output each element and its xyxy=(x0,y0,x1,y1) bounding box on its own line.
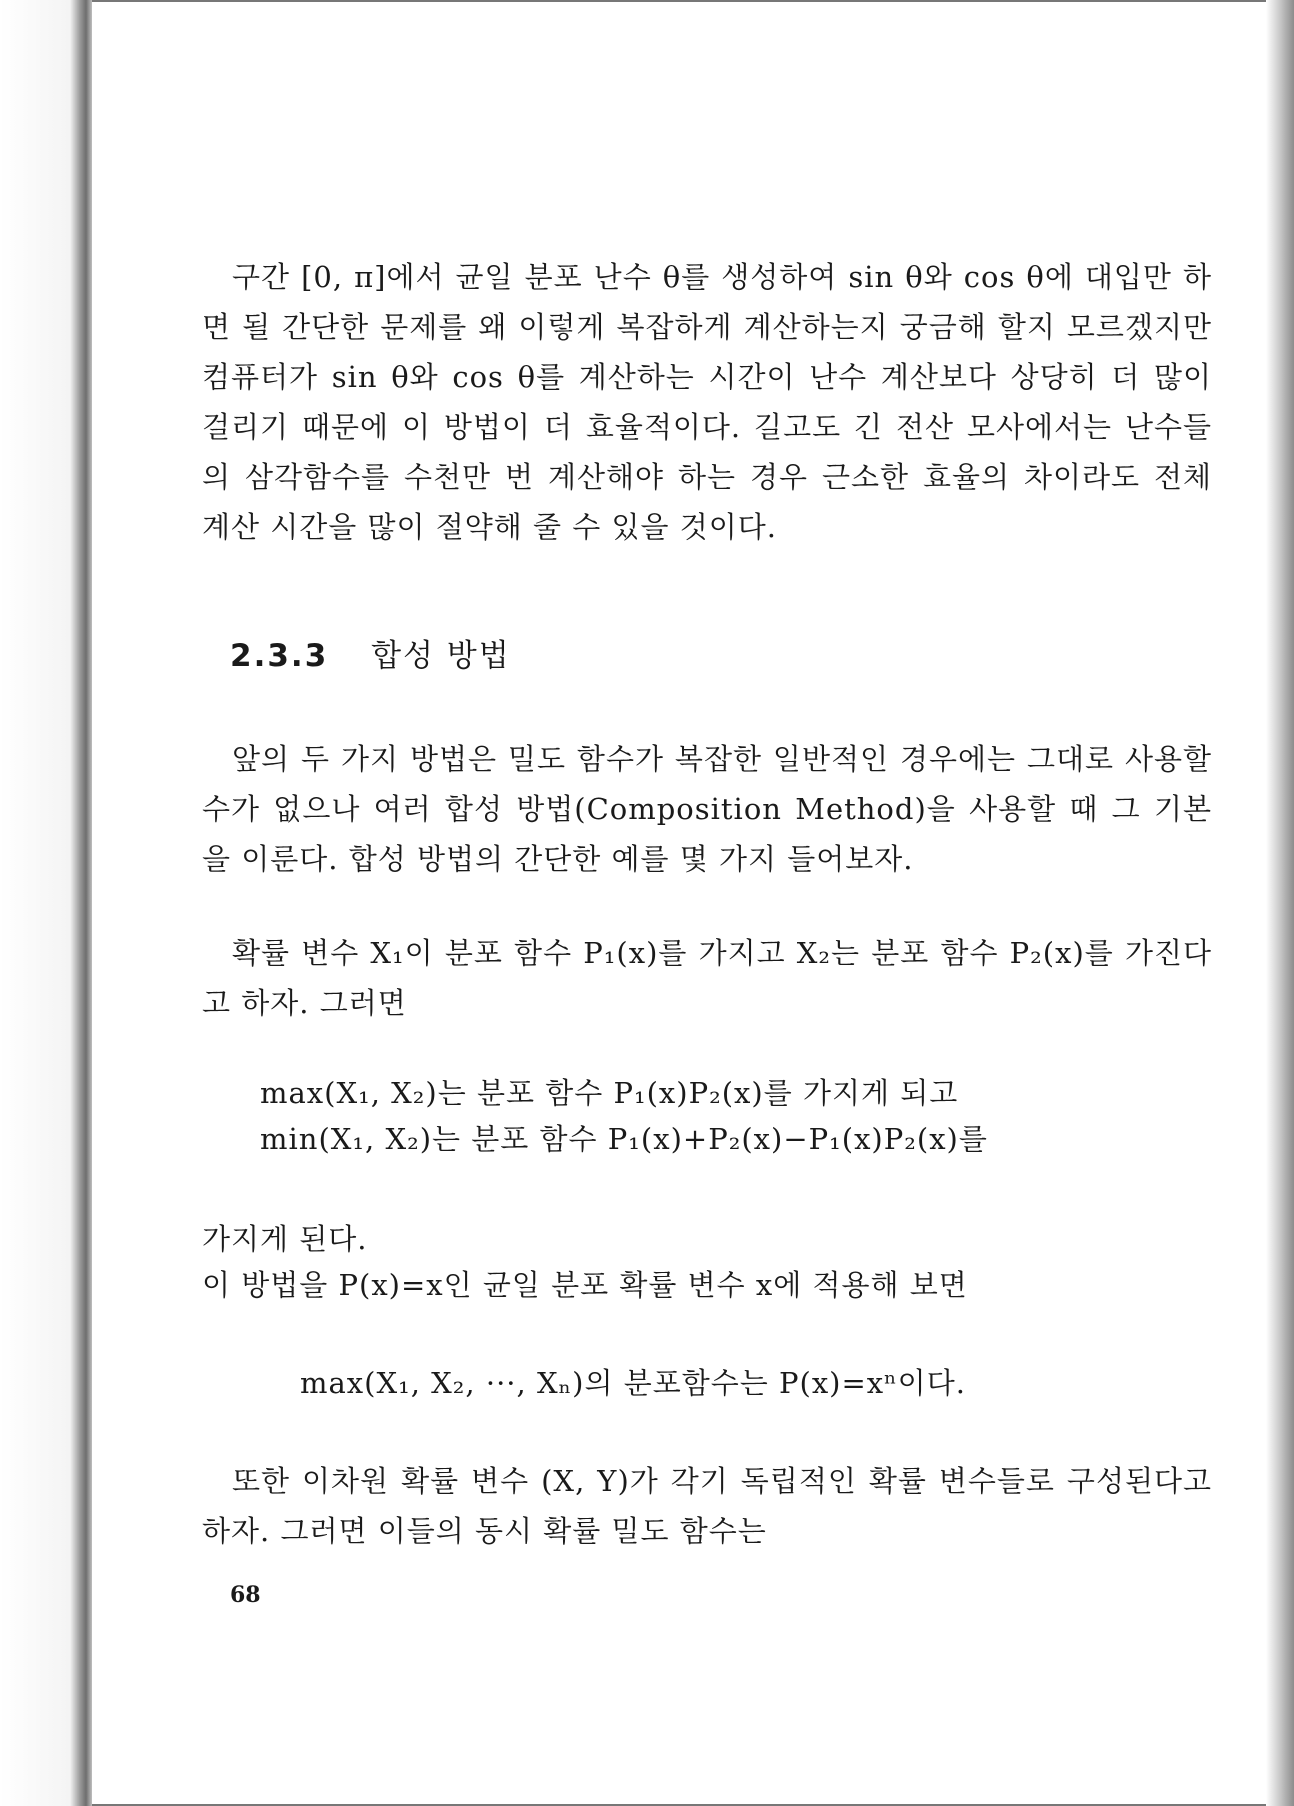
book-page xyxy=(92,0,1266,1806)
body-paragraph-3-block xyxy=(202,928,1212,1028)
body-paragraph-3: 확률 변수 X₁이 분포 함수 P₁(x)를 가지고 X₂는 분포 함수 P₂(x)를 가진다고 하자. 그러면 xyxy=(202,936,1212,1020)
body-paragraph-1: 구간 [0, π]에서 균일 분포 난수 θ를 생성하여 sin θ와 cos θ에 대입만 하면 될 간단한 문제를 왜 이렇게 복잡하게 계산하는지 궁금해 할지 모르겠지만 컴퓨터가 sin θ와 cos θ를 계산하는 시간이 난수 계산보다 상당히 더 많이 걸리기 때문에 이 방법이 더 효율적이다. 길고도 긴 전산 모사에서는 난수들의 삼각함수를 수천만 번 계산해야 하는 경우 근소한 효율의 차이라도 전체 계산 시간을 많이 절약해 줄 수 있을 것이다. xyxy=(202,260,1212,544)
body-paragraph-5-block xyxy=(202,1456,1212,1556)
formula-max: max(X₁, X₂)는 분포 함수 P₁(x)P₂(x)를 가지게 되고 xyxy=(260,1076,959,1110)
section-number: 2.3.3 xyxy=(230,638,329,674)
body-paragraph-4-block xyxy=(202,1260,1212,1310)
formula-min: min(X₁, X₂)는 분포 함수 P₁(x)+P₂(x)−P₁(x)P₂(x)를 xyxy=(260,1122,988,1156)
section-title: 합성 방법 xyxy=(371,638,511,674)
section-heading xyxy=(230,630,511,675)
formula-max-n: max(X₁, X₂, ···, Xₙ)의 분포함수는 P(x)=xⁿ이다. xyxy=(300,1366,966,1400)
body-paragraph-2-block xyxy=(202,734,1212,884)
text-after-formulas: 가지게 된다. xyxy=(202,1222,368,1256)
body-paragraph-4: 이 방법을 P(x)=x인 균일 분포 확률 변수 x에 적용해 보면 xyxy=(202,1268,968,1302)
body-paragraph-2: 앞의 두 가지 방법은 밀도 함수가 복잡한 일반적인 경우에는 그대로 사용할 수가 없으나 여러 합성 방법(Composition Method)을 사용할 때 그 기본을 이룬다. 합성 방법의 간단한 예를 몇 가지 들어보자. xyxy=(202,742,1212,876)
book-spine-shadow xyxy=(0,0,92,1806)
body-paragraph-5: 또한 이차원 확률 변수 (X, Y)가 각기 독립적인 확률 변수들로 구성된다고 하자. 그러면 이들의 동시 확률 밀도 함수는 xyxy=(202,1464,1212,1548)
page-number: 68 xyxy=(230,1582,261,1608)
book-edge-shadow xyxy=(1266,0,1294,1806)
body-paragraph-1-block xyxy=(202,252,1212,552)
text-after-formulas-block xyxy=(202,1214,1212,1264)
